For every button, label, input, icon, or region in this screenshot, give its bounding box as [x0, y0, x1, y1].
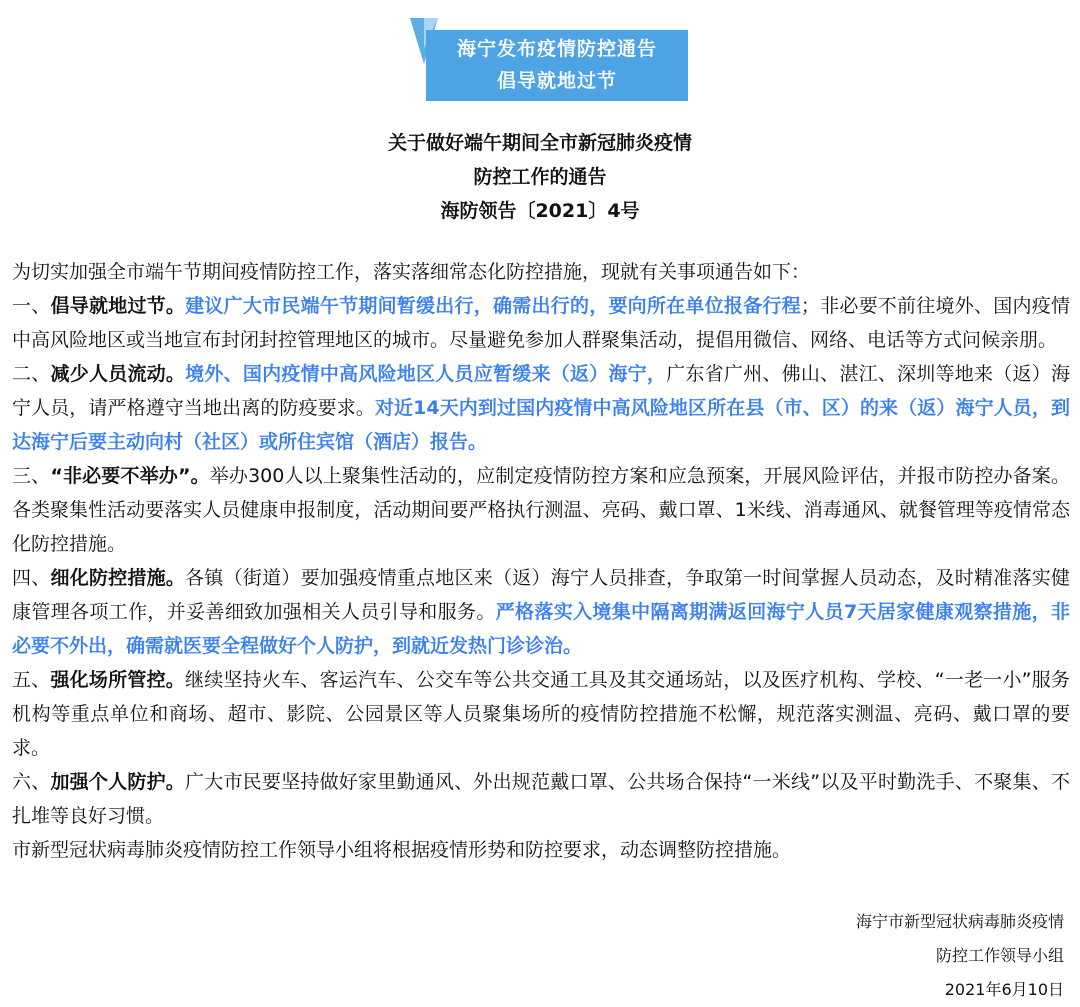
- notice-body: [12, 255, 1070, 867]
- text-segment: 三、: [12, 465, 51, 487]
- paragraph: [12, 459, 1070, 561]
- paragraph: [12, 561, 1070, 663]
- notice-title: [0, 126, 1080, 228]
- text-segment: 六、: [12, 771, 51, 793]
- text-segment: 举办300人以上聚集性活动的，应制定疫情防控方案和应急预案，开展风险评估，并报市防控办备案。各类聚集性活动要落实人员健康申报制度，活动期间要严格执行测温、亮码、戴口罩、1米线、消毒通风、就餐管理等疫情常态化防控措施。: [12, 465, 1070, 555]
- paragraph: [12, 255, 1070, 289]
- text-segment: 广大市民要坚持做好家里勤通风、外出规范戴口罩、公共场合保持“一米线”以及平时勤洗手、不聚集、不扎堆等良好习惯。: [12, 771, 1070, 827]
- text-segment: 广东省广州、佛山、湛江、深圳等地来（返）海宁人员，请严格遵守当地出离的防疫要求。: [12, 363, 1070, 419]
- paragraph: [12, 289, 1070, 357]
- text-segment: 一、: [12, 295, 51, 317]
- title-line-1: 关于做好端午期间全市新冠肺炎疫情: [387, 132, 692, 154]
- section-heading: 倡导就地过节。: [50, 295, 186, 317]
- text-segment: ；非必要不前往境外、国内疫情中高风险地区或当地宣布封闭封控管理地区的城市。尽量避免参加人群聚集活动，提倡用微信、网络、电话等方式问候亲朋。: [12, 295, 1070, 351]
- section-heading: 强化场所管控。: [50, 669, 186, 691]
- paragraph: [12, 765, 1070, 833]
- signature-org-line-2: 防控工作领导小组: [935, 946, 1064, 965]
- signature-block: [856, 905, 1064, 1007]
- paragraph: [12, 663, 1070, 765]
- text-segment: 五、: [12, 669, 51, 691]
- section-heading: 减少人员流动。: [50, 363, 186, 385]
- section-heading: 细化防控措施。: [50, 567, 186, 589]
- banner-subtitle: 倡导就地过节: [496, 70, 617, 92]
- paragraph: [12, 357, 1070, 459]
- text-segment: 二、: [12, 363, 51, 385]
- document-number: 海防领告〔2021〕4号: [440, 200, 640, 222]
- text-segment: 继续坚持火车、客运汽车、公交车等公共交通工具及其交通场站，以及医疗机构、学校、“一老一小”服务机构等重点单位和商场、超市、影院、公园景区等人员聚集场所的疫情防控措施不松懈，规范落实测温、亮码、戴口罩的要求。: [12, 669, 1070, 759]
- text-segment: 为切实加强全市端午节期间疫情防控工作，落实落细常态化防控措施，现就有关事项通告如下：: [12, 261, 811, 283]
- highlighted-text: 对近14天内到过国内疫情中高风险地区所在县（市、区）的来（返）海宁人员，到达海宁后要主动向村（社区）或所住宾馆（酒店）报告。: [12, 397, 1070, 453]
- text-segment: 各镇（街道）要加强疫情重点地区来（返）海宁人员排查，争取第一时间掌握人员动态，及时精准落实健康管理各项工作，并妥善细致加强相关人员引导和服务。: [12, 567, 1070, 623]
- header-banner: [426, 30, 688, 101]
- section-heading: 加强个人防护。: [50, 771, 186, 793]
- banner-title: 海宁发布疫情防控通告: [456, 38, 657, 60]
- text-segment: 四、: [12, 567, 51, 589]
- title-line-2: 防控工作的通告: [473, 166, 607, 188]
- signature-date: 2021年6月10日: [944, 980, 1064, 999]
- highlighted-text: 严格落实入境集中隔离期满返回海宁人员7天居家健康观察措施，非必要不外出，确需就医要全程做好个人防护，到就近发热门诊诊治。: [12, 601, 1070, 657]
- highlighted-text: 境外、国内疫情中高风险地区人员应暂缓来（返）海宁，: [185, 363, 667, 385]
- paragraph: [12, 833, 1070, 867]
- highlighted-text: 建议广大市民端午节期间暂缓出行，确需出行的，要向所在单位报备行程: [185, 295, 801, 317]
- section-heading: “非必要不举办”。: [50, 465, 210, 487]
- text-segment: 市新型冠状病毒肺炎疫情防控工作领导小组将根据疫情形势和防控要求，动态调整防控措施。: [12, 839, 792, 861]
- signature-org-line-1: 海宁市新型冠状病毒肺炎疫情: [855, 912, 1064, 931]
